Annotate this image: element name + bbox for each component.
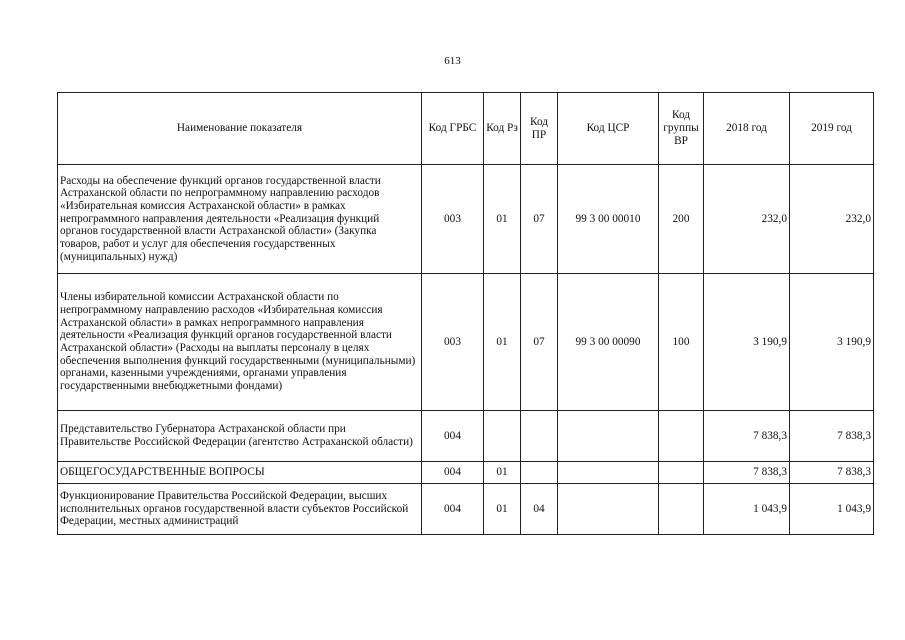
row-vr: 100 [659, 274, 704, 411]
row-2018: 1 043,9 [704, 484, 790, 535]
row-rz [484, 411, 521, 462]
budget-table [57, 92, 874, 535]
table-header-row [58, 93, 874, 165]
row-2018: 232,0 [704, 165, 790, 274]
row-vr: 200 [659, 165, 704, 274]
row-2018: 3 190,9 [704, 274, 790, 411]
header-2019: 2019 год [790, 93, 874, 165]
row-2018: 7 838,3 [704, 411, 790, 462]
table-row [58, 462, 874, 484]
row-rz: 01 [484, 462, 521, 484]
row-2019: 1 043,9 [790, 484, 874, 535]
row-pr: 07 [521, 165, 558, 274]
row-grbs: 004 [422, 411, 484, 462]
header-vr: Код группы ВР [659, 93, 704, 165]
header-grbs: Код ГРБС [422, 93, 484, 165]
row-name: Расходы на обеспечение функций органов государственной власти Астраханской области по непрограммному направлению расходов «Избирательная комиссия Астраханской области» в рамках непрограммного направления деятельности «Реализация функций органов государственной власти Астраханской области» (Закупка товаров, работ и услуг для обеспечения государственных (муниципальных) нужд) [58, 165, 422, 274]
row-grbs: 003 [422, 165, 484, 274]
row-pr: 07 [521, 274, 558, 411]
row-2019: 7 838,3 [790, 462, 874, 484]
row-pr [521, 411, 558, 462]
table-row [58, 484, 874, 535]
row-name: Члены избирательной комиссии Астраханской области по непрограммному направлению расходов «Избирательная комиссия Астраханской области» в рамках непрограммного направления деятельности «Реализация функций органов государственной власти Астраханской области» (Расходы на выплаты персоналу в целях обеспечения выполнения функций государственными (муниципальными) органами, казенными учреждениями, органами управления государственными внебюджетными фондами) [58, 274, 422, 411]
row-grbs: 004 [422, 462, 484, 484]
row-rz: 01 [484, 274, 521, 411]
row-2018: 7 838,3 [704, 462, 790, 484]
page-number: 613 [444, 55, 461, 67]
header-name: Наименование показателя [58, 93, 422, 165]
row-vr [659, 462, 704, 484]
table-row [58, 411, 874, 462]
row-2019: 7 838,3 [790, 411, 874, 462]
row-name: ОБЩЕГОСУДАРСТВЕННЫЕ ВОПРОСЫ [58, 462, 422, 484]
row-vr [659, 411, 704, 462]
row-grbs: 004 [422, 484, 484, 535]
row-rz: 01 [484, 165, 521, 274]
row-csr: 99 3 00 00090 [558, 274, 659, 411]
row-csr [558, 462, 659, 484]
row-csr [558, 484, 659, 535]
header-csr: Код ЦСР [558, 93, 659, 165]
table-row [58, 274, 874, 411]
row-rz: 01 [484, 484, 521, 535]
row-vr [659, 484, 704, 535]
row-2019: 232,0 [790, 165, 874, 274]
row-name: Функционирование Правительства Российской Федерации, высших исполнительных органов государственной власти субъектов Российской Федерации, местных администраций [58, 484, 422, 535]
header-pr: Код ПР [521, 93, 558, 165]
row-2019: 3 190,9 [790, 274, 874, 411]
row-csr: 99 3 00 00010 [558, 165, 659, 274]
row-pr [521, 462, 558, 484]
row-name: Представительство Губернатора Астраханской области при Правительстве Российской Федерации (агентство Астраханской области) [58, 411, 422, 462]
header-rz: Код Рз [484, 93, 521, 165]
row-grbs: 003 [422, 274, 484, 411]
row-csr [558, 411, 659, 462]
header-2018: 2018 год [704, 93, 790, 165]
table-row [58, 165, 874, 274]
row-pr: 04 [521, 484, 558, 535]
